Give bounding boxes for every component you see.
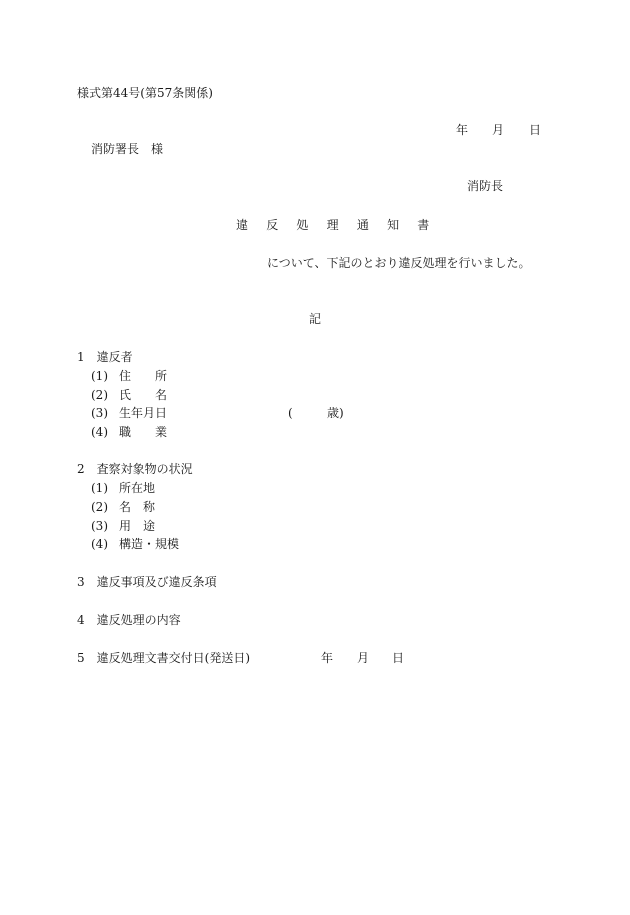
s1-item-3-num: (3) <box>91 406 108 420</box>
section-5-heading: 5 違反処理文書交付日(発送日) <box>77 651 250 665</box>
s2-item-3-label: 用 途 <box>119 519 156 533</box>
section-2-heading: 2 査察対象物の状況 <box>77 462 193 476</box>
date-day: 日 <box>529 123 542 137</box>
date-year: 年 <box>456 123 469 137</box>
s1-item-3-label: 生年月日 <box>119 406 168 420</box>
s1-item-2-label: 氏 名 <box>119 388 168 402</box>
s2-item-2-num: (2) <box>91 500 108 514</box>
s5-day: 日 <box>392 651 405 665</box>
s5-year: 年 <box>321 651 334 665</box>
s2-item-4-label: 構造・規模 <box>119 537 180 551</box>
ki-heading: 記 <box>309 312 322 326</box>
s1-item-4-num: (4) <box>91 425 108 439</box>
s2-item-2-label: 名 称 <box>119 500 156 514</box>
section-1-heading: 1 違反者 <box>77 350 133 364</box>
age-open-paren: ( <box>288 406 293 420</box>
document-title: 違 反 処 理 通 知 書 <box>236 218 437 232</box>
intro-text: について、下記のとおり違反処理を行いました。 <box>267 256 531 270</box>
s2-item-3-num: (3) <box>91 519 108 533</box>
date-month: 月 <box>492 123 505 137</box>
sender: 消防長 <box>467 179 504 193</box>
s2-item-1-num: (1) <box>91 481 108 495</box>
s2-item-1-label: 所在地 <box>119 481 156 495</box>
s2-item-4-num: (4) <box>91 537 108 551</box>
s1-item-1-label: 住 所 <box>119 369 168 383</box>
age-unit: 歳) <box>327 406 344 420</box>
s1-item-1-num: (1) <box>91 369 108 383</box>
s1-item-2-num: (2) <box>91 388 108 402</box>
addressee: 消防署長 様 <box>91 142 164 156</box>
section-4-heading: 4 違反処理の内容 <box>77 613 181 627</box>
form-number: 様式第44号(第57条関係) <box>77 86 213 100</box>
s1-item-4-label: 職 業 <box>119 425 168 439</box>
section-3-heading: 3 違反事項及び違反条項 <box>77 575 217 589</box>
s5-month: 月 <box>357 651 370 665</box>
